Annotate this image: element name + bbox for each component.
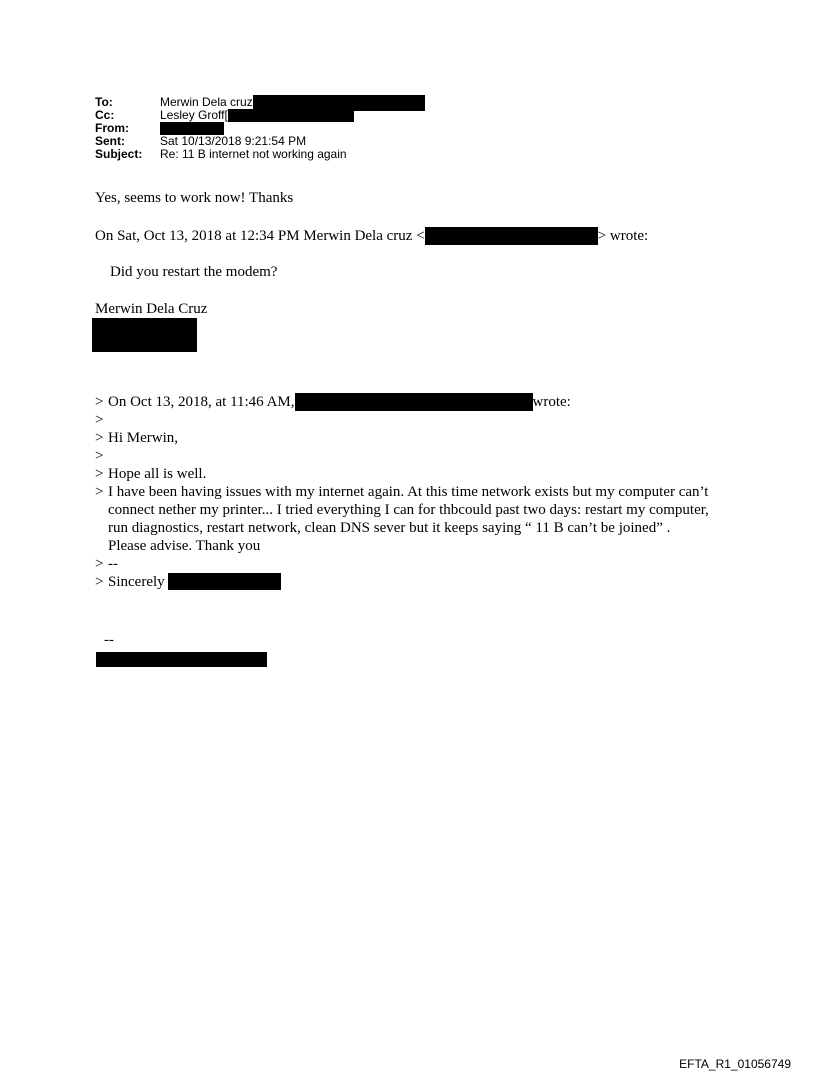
original-sincerely: [95, 573, 735, 591]
sent-label: Sent:: [95, 134, 125, 148]
subject-value: Re: 11 B internet not working again: [160, 147, 347, 161]
quote-blank-line: [95, 447, 735, 465]
quoted-question: Did you restart the modem?: [110, 264, 278, 280]
sincerely-text: Sincerely: [108, 574, 165, 590]
quote-marker: >: [95, 430, 104, 446]
to-label: To:: [95, 95, 113, 109]
original-paragraph: > I have been having issues with my internet again. At this time network exists but my computer can’t connect nether my printer... I tried everything I can for thbcould past two days: restart my computer, run diagnostics, restart network, clean DNS sever but it keeps saying “ 11 B can’t be joined” . Please advise. Thank you: [95, 484, 709, 554]
redaction-block: [228, 109, 354, 122]
signature-dashes: --: [104, 632, 114, 648]
signature-name: Merwin Dela Cruz: [95, 301, 208, 317]
redaction-block: [425, 227, 598, 245]
cc-value: [160, 109, 354, 122]
quote-blank-line: [95, 411, 735, 429]
redaction-block: [92, 318, 197, 352]
quote-marker: >: [95, 574, 104, 590]
cc-label: Cc:: [95, 108, 115, 122]
quote-marker: >: [95, 556, 104, 572]
subject-label: Subject:: [95, 147, 143, 161]
original-intro-after: wrote:: [532, 394, 571, 410]
original-intro-before: On Oct 13, 2018, at 11:46 AM,: [108, 394, 295, 410]
quote-marker: >: [95, 484, 104, 500]
redaction-block: [168, 573, 281, 590]
redaction-block: [96, 652, 267, 667]
original-hope-line: > Hope all is well.: [95, 466, 207, 482]
document-id: EFTA_R1_01056749: [679, 1057, 791, 1071]
original-dashes: > --: [95, 556, 118, 572]
quote-intro-after: > wrote:: [597, 228, 649, 244]
original-message: [95, 393, 735, 591]
reply-line: Yes, seems to work now! Thanks: [95, 190, 294, 206]
from-label: From:: [95, 121, 129, 135]
original-intro: [95, 393, 735, 411]
to-name: Merwin Dela cruz: [160, 95, 253, 109]
redaction-block: [295, 393, 533, 411]
quote-marker: >: [95, 448, 104, 464]
cc-name: Lesley Groff[: [160, 108, 228, 122]
quote-marker: >: [95, 466, 104, 482]
quote-intro: [95, 227, 648, 245]
sent-value: Sat 10/13/2018 9:21:54 PM: [160, 134, 307, 148]
original-greeting: > Hi Merwin,: [95, 430, 178, 446]
quote-intro-before: On Sat, Oct 13, 2018 at 12:34 PM Merwin Dela cruz <: [95, 228, 425, 244]
quote-marker: >: [95, 412, 104, 428]
quote-marker: >: [95, 394, 104, 410]
